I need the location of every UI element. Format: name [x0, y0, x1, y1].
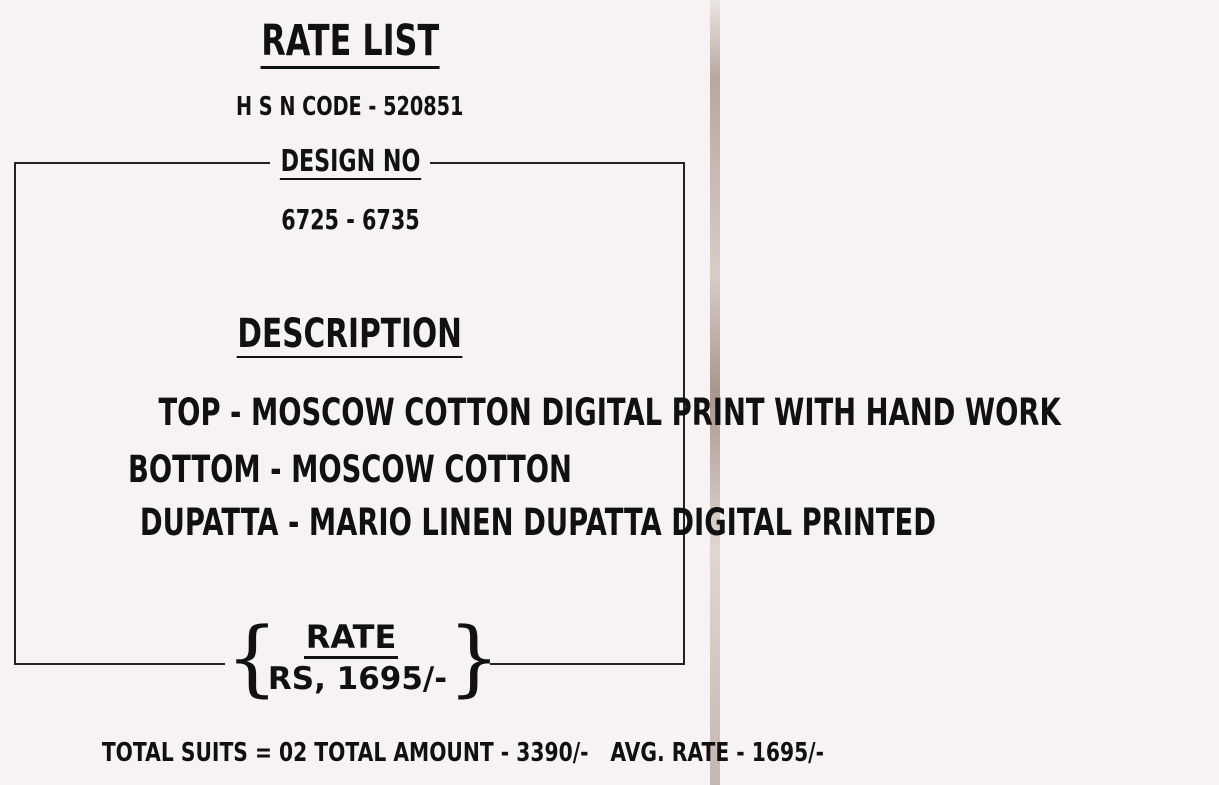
rate-list-title — [0, 18, 700, 69]
design-number-range — [0, 205, 700, 236]
rate-value: RS, 1695/- — [267, 661, 448, 697]
rate-label-text: RATE — [304, 618, 399, 659]
rate-label — [292, 620, 410, 655]
description-top-text: TOP - MOSCOW COTTON DIGITAL PRINT WITH HAND WORK — [158, 391, 1061, 434]
total-suits-amount: TOTAL SUITS = 02 TOTAL AMOUNT - 3390/- — [101, 738, 589, 768]
hsn-code — [0, 93, 700, 122]
description-title — [0, 312, 700, 358]
description-title-text: DESCRIPTION — [237, 311, 463, 357]
description-dupatta-line — [0, 501, 936, 544]
right-brace: } — [448, 611, 501, 706]
description-bottom-line — [0, 450, 700, 491]
left-brace: { — [226, 611, 279, 706]
design-number-range-text: 6725 - 6735 — [280, 203, 420, 236]
average-rate: AVG. RATE - 1695/- — [610, 738, 825, 768]
description-bottom-text: BOTTOM - MOSCOW COTTON — [128, 448, 572, 491]
design-number-label-text: DESIGN NO — [280, 144, 420, 179]
description-dupatta-text: DUPATTA - MARIO LINEN DUPATTA DIGITAL PRINTED — [139, 501, 936, 544]
design-number-label — [0, 145, 700, 180]
description-top-line — [0, 391, 1061, 434]
hsn-code-text: H S N CODE - 520851 — [236, 92, 464, 122]
footer-summary — [0, 738, 825, 768]
footer-summary-line — [102, 739, 824, 768]
rate-list-title-text: RATE LIST — [260, 18, 439, 69]
